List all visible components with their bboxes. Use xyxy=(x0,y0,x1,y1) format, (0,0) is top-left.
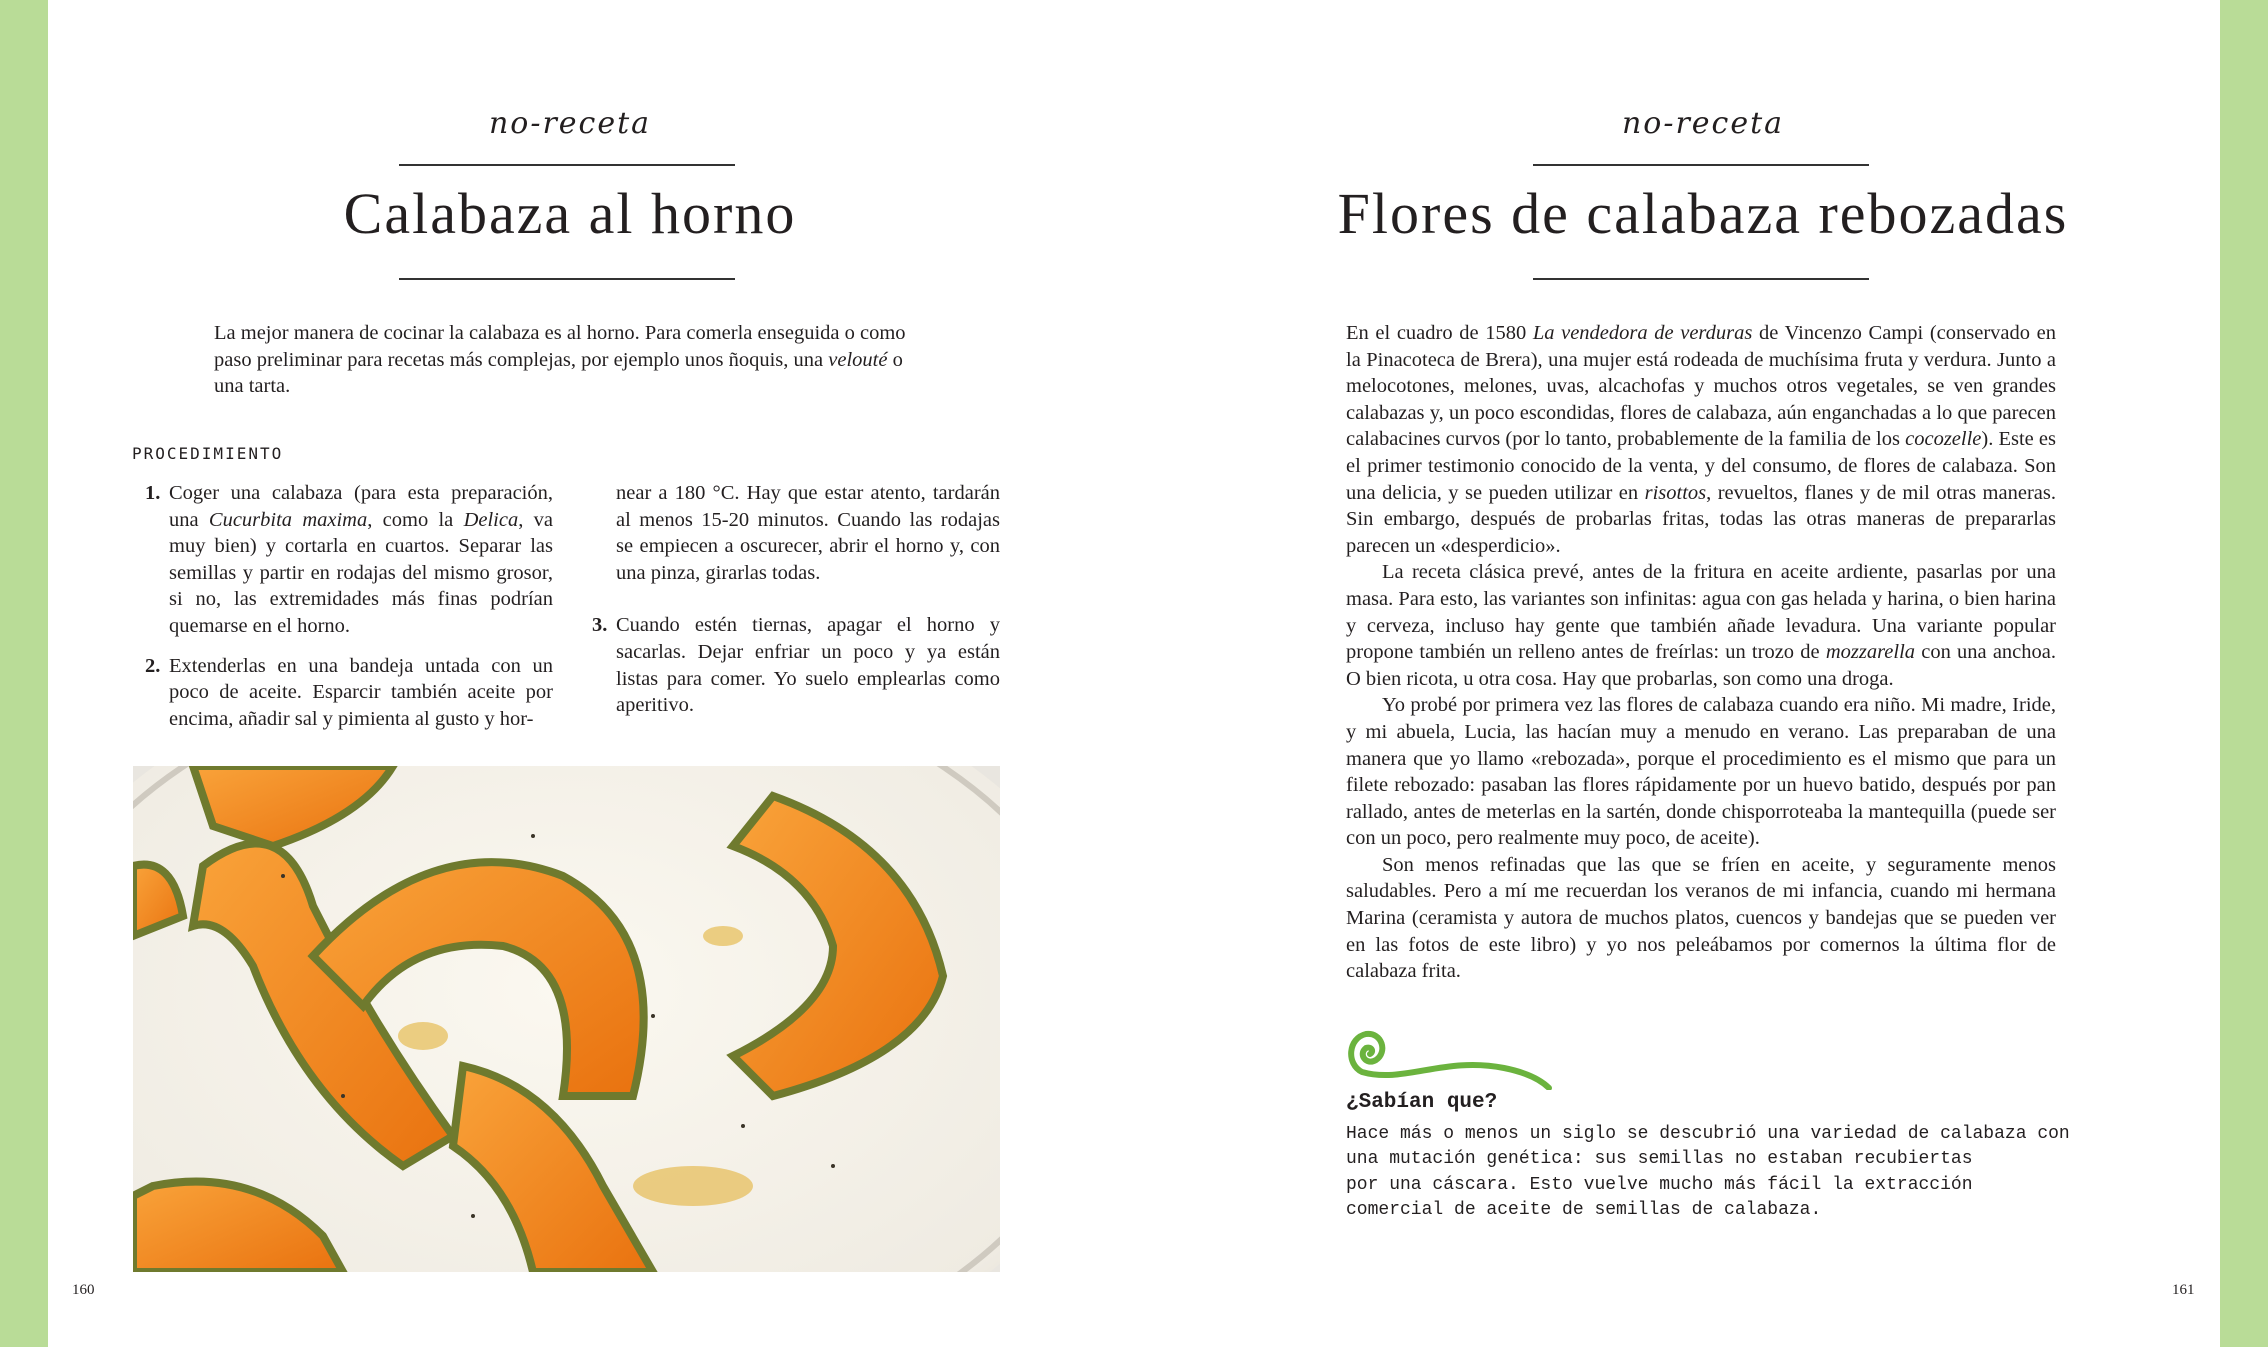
page-number: 161 xyxy=(2172,1282,2195,1298)
sidebar-line: Hace más o menos un siglo se descubrió una variedad de calabaza con xyxy=(1346,1124,2070,1144)
step-2-continued: near a 180 °C. Hay que estar atento, tardarán al menos 15-20 minutos. Cuando las rodajas se empiecen a oscurecer, abrir el horno y, con una pinza, girarlas todas. xyxy=(616,482,1000,584)
page-title: Calabaza al horno xyxy=(343,181,797,246)
divider xyxy=(399,164,735,166)
left-kicker: no-receta xyxy=(488,106,652,141)
section-label: PROCEDIMIENTO xyxy=(132,444,284,463)
page-number: 160 xyxy=(72,1282,95,1298)
sidebar-text xyxy=(1346,1122,2070,1223)
paragraph: Yo probé por primera vez las flores de calabaza cuando era niño. Mi madre, Iride, y mi abuela, Lucia, las hacían muy a menudo en verano. Las preparaban de una manera que yo llamo «rebozada», porque el procedimiento es el mismo que para un filete rebozado: pasaban las flores rápidamente por un huevo batido, después por pan rallado, antes de meterlas en la sartén, donde chisporroteaba la mantequilla (puede ser con un poco, pero realmente muy poco, de aceite). xyxy=(1346,694,2056,850)
step-2: 2. Extenderlas en una bandeja untada con un poco de aceite. Esparcir también aceite por encima, añadir sal y pimienta al gusto y hor- xyxy=(145,654,553,730)
sidebar-line: comercial de aceite de semillas de calabaza. xyxy=(1346,1199,1822,1220)
step-3: 3. Cuando estén tiernas, apagar el horno y sacarlas. Dejar enfriar un poco y ya están listas para comer. Yo suelo emplearlas como aperitivo. xyxy=(592,614,1000,717)
right-kicker: no-receta xyxy=(1621,106,1785,141)
step-1: 1. Coger una calabaza (para esta preparación, una Cucurbita maxima, como la Delica, va muy bien) y cortarla en cuartos. Separar las semillas y partir en rodajas del mismo grosor, si no, las extremidades más finas podrían quemarse en el horno. xyxy=(145,482,553,637)
divider xyxy=(399,278,735,280)
intro-paragraph: La mejor manera de cocinar la calabaza es al horno. Para comerla enseguida o como paso preliminar para recetas más complejas, por ejemplo unos ñoquis, una velouté o una tarta. xyxy=(214,322,906,398)
sidebar-title: ¿Sabían que? xyxy=(1346,1091,1498,1114)
paragraph: Son menos refinadas que las que se fríen en aceite, y seguramente menos saludables. Pero a mí me recuerdan los veranos de mi infancia, cuando mi hermana Marina (ceramista y autora de muchos platos, cuencos y bandejas que se pueden ver en las fotos de este libro) y yo nos peleábamos por comernos la última flor de calabaza frita. xyxy=(1346,853,2056,983)
divider xyxy=(1533,278,1869,280)
page-title: Flores de calabaza rebozadas xyxy=(1337,181,2069,246)
steps-column-1 xyxy=(145,480,553,745)
paragraph: La receta clásica prevé, antes de la fritura en aceite ardiente, pasarlas por una masa. Para esto, las variantes son infinitas: agua con gas helada y harina, o bien harina y cerveza, incluso hay gente que también añade levadura. Una variante popular propone también un relleno antes de freírlas: un trozo de mozzarella con una anchoa. O bien ricota, u otra cosa. Hay que probarlas, son como una droga. xyxy=(1346,561,2056,690)
sidebar-line: una mutación genética: sus semillas no estaban recubiertas xyxy=(1346,1149,1973,1170)
roasted-pumpkin-photo xyxy=(133,766,1000,1272)
divider xyxy=(1533,164,1869,166)
steps-column-2 xyxy=(592,480,1000,732)
swirl-icon xyxy=(1344,1028,1559,1090)
paragraph: En el cuadro de 1580 La vendedora de verduras de Vincenzo Campi (conservado en la Pinacoteca de Brera), una mujer está rodeada de muchísima fruta y verdura. Junto a melocotones, melones, uvas, alcachofas y muchos otros vegetales, se ven grandes calabazas y, un poco escondidas, flores de calabaza, aún enganchadas a lo que parecen calabacines curvos (por lo tanto, probablemente de la familia de los cocozelle). Este es el primer testimonio conocido de la venta, y del consumo, de flores de calabaza. Son una delicia, y se pueden utilizar en risottos, revueltos, flanes y de mil otras maneras. Sin embargo, después de probarlas fritas, todas las otras maneras de prepararlas parecen un «desperdicio». xyxy=(1346,322,2056,557)
article-body xyxy=(1346,320,2056,985)
sidebar-line: por una cáscara. Esto vuelve mucho más fácil la extracción xyxy=(1346,1174,1973,1195)
